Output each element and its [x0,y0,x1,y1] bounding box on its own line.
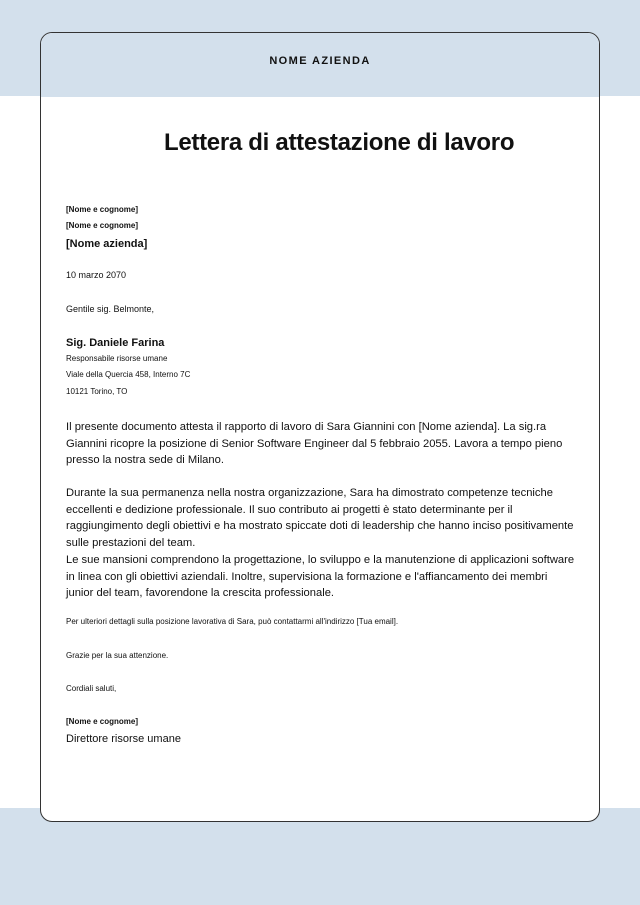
body-paragraph-3: Le sue mansioni comprendono la progettazione, lo sviluppo e la manutenzione di applicazioni software in linea con gli obiettivi aziendali. Inoltre, supervisiona la formazione e l'affiancamento dei membri junior del team, favorendone la crescita professionale. [66,554,575,599]
closing-salutation: Cordiali saluti, [66,684,117,693]
sender-company: [Nome azienda] [66,238,148,250]
recipient-city: 10121 Torino, TO [66,387,128,396]
sender-name-secondary: [Nome e cognome] [66,221,139,230]
letter-title: Lettera di attestazione di lavoro [164,129,515,156]
greeting-line: Gentile sig. Belmonte, [66,304,155,314]
thanks-line: Grazie per la sua attenzione. [66,651,169,660]
bottom-background-band [0,808,640,905]
recipient-name: Sig. Daniele Farina [66,337,165,349]
sender-name: [Nome e cognome] [66,205,139,214]
signer-name: [Nome e cognome] [66,717,139,726]
recipient-address: Viale della Quercia 458, Interno 7C [66,370,191,379]
letter-date: 10 marzo 2070 [66,270,127,280]
body-paragraph-2: Durante la sua permanenza nella nostra organizzazione, Sara ha dimostrato competenze tecniche eccellenti e dedizione professionale. Il suo contributo ai progetti è stato determinante per il raggiungimento degli obiettivi e ha mostrato spiccate doti di leadership che hanno inciso positivamente sulle prestazioni del team. [66,487,574,549]
contact-line: Per ulteriori dettagli sulla posizione lavorativa di Sara, può contattarmi all'indirizzo [Tua email]. [66,617,399,626]
recipient-role: Responsabile risorse umane [66,354,168,363]
signer-role: Direttore risorse umane [66,733,181,745]
company-name: NOME AZIENDA [269,55,371,67]
body-paragraph-1: Il presente documento attesta il rapporto di lavoro di Sara Giannini con [Nome azienda]. La sig.ra Giannini ricopre la posizione di Senior Software Engineer dal 5 febbraio 2055. Lavora a tempo pieno presso la nostra sede di Milano. [66,421,563,466]
